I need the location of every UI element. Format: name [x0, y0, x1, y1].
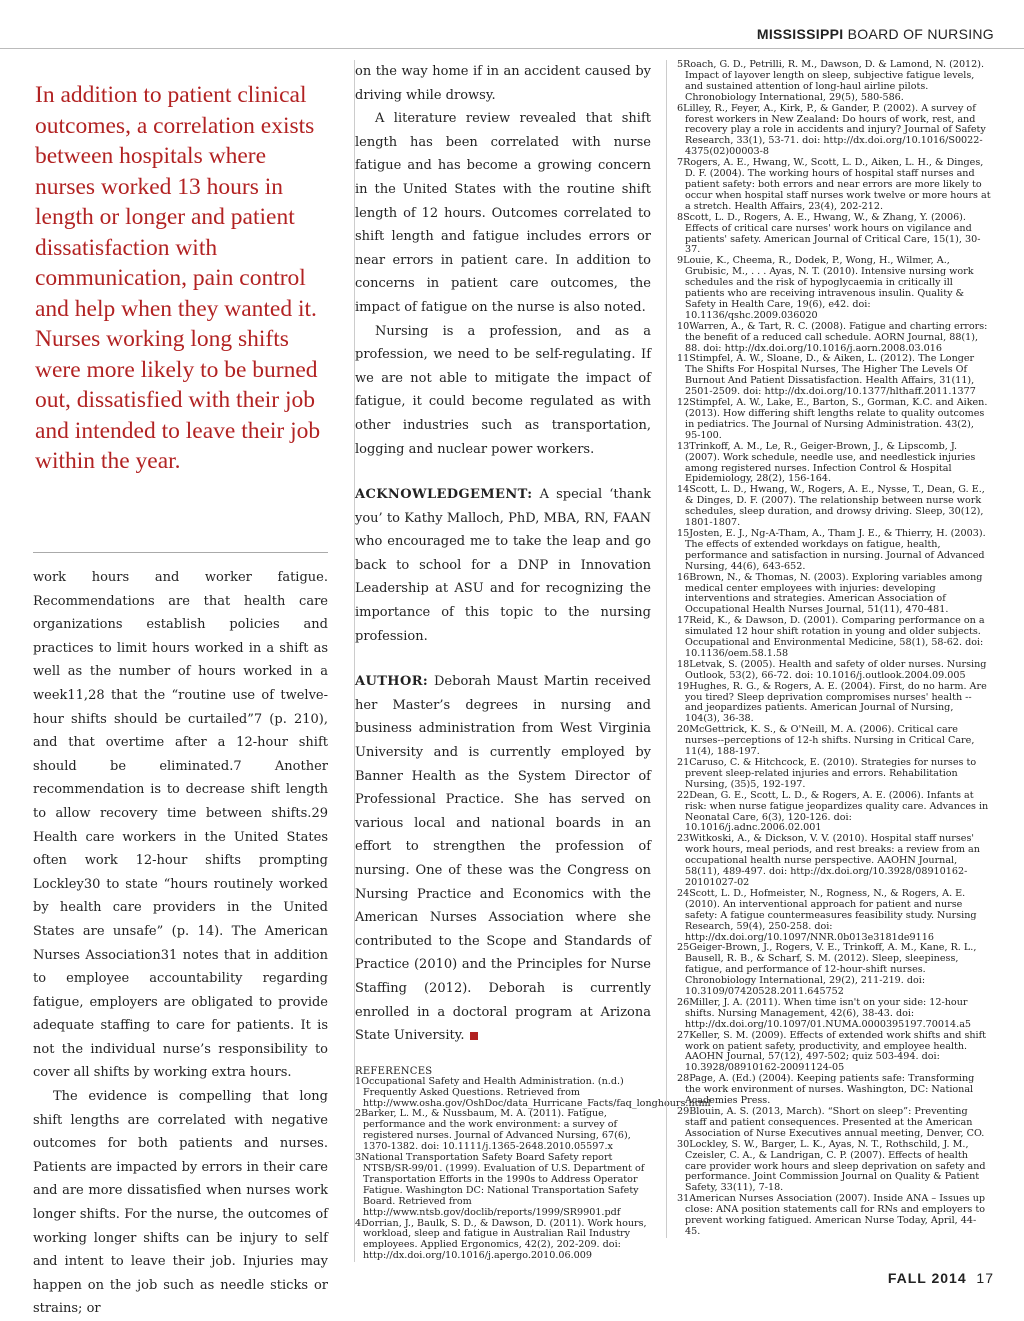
reference-item: 3National Transportation Safety Board Safety report NTSB/SR-99/01. (1999). Evaluation of U.S. Department of Transportation Efforts in the 1990s to Address Operator Fatigue. Washington DC: National Transportation Safety Board. Retrieved from http://www.ntsb.gov/doclib/reports/1999/SR9901.pdf — [355, 1152, 645, 1218]
reference-item: 10Warren, A., & Tart, R. C. (2008). Fatigue and charting errors: the benefit of a reduced call schedule. AORN Journal, 88(1), 88. doi: http://dx.doi.org/10.1016/j.aorn.2008.03.016 — [677, 320, 988, 354]
org-name-rest: BOARD OF NURSING — [847, 26, 994, 42]
reference-item: 13Trinkoff, A. M., Le, R., Geiger-Brown, J., & Lipscomb, J. (2007). Work schedule, needle use, and needlestick injuries among registered nurses. Infection Control & Hospital Epidemiology, 28(2), 156-164. — [677, 440, 976, 485]
reference-item: 7Rogers, A. E., Hwang, W., Scott, L. D., Aiken, L. H., & Dinges, D. F. (2004). The working hours of hospital staff nurses and patient safety: both errors and near errors are more likely to occur when hospital staff nurses work twelve or more hours at a stretch. Health Affairs, 23(4), 202-212. — [677, 157, 991, 212]
references-list-1 — [355, 1075, 711, 1262]
reference-item: 20McGettrick, K. S., & O'Neill, M. A. (2006). Critical care nurses--perceptions of 12-h shifts. Nursing in Critical Care, 11(4), 188-197. — [677, 724, 975, 758]
references-heading: REFERENCES — [355, 1065, 433, 1077]
pull-quote-divider — [33, 552, 328, 553]
page-header — [0, 0, 1024, 49]
reference-item: 5Roach, G. D., Petrilli, R. M., Dawson, D. & Lamond, N. (2012). Impact of layover length on sleep, subjective fatigue levels, and sustained attention of long-haul airline pilots. Chronobiology International, 29(5), 580-586. — [677, 59, 985, 103]
reference-item: 30Lockley, S. W., Barger, L. K., Ayas, N. T., Rothschild, J. M., Czeisler, C. A., & Landrigan, C. P. (2007). Effects of health care provider work hours and sleep deprivation on safety and performance. Joint Commission Journal on Quality & Patient Safety, 33(11), 7-18. — [677, 1138, 986, 1194]
reference-item: 28Page, A. (Ed.) (2004). Keeping patients safe: Transforming the work environment of nurses. Washington, DC: National Academies Press. — [677, 1073, 975, 1107]
col2-paragraph-2: A literature review revealed that shift length has been correlated with nurse fatigue and has become a growing concern in the United States with the routine shift length of 12 hours. Outcomes correlated to shift length and fatigue includes errors or near errors in patient care. In addition to concerns in patient care outcomes, the impact of fatigue on the nurse is also noted. — [355, 111, 651, 315]
reference-item: 11Stimpfel, A. W., Sloane, D., & Aiken, L. (2012). The Longer The Shifts For Hospital Nurses, The Higher The Levels Of Burnout And Patient Dissatisfaction. Health Affairs, 31(11), 2501-2509. doi: http://dx.doi.org/10.1377/hlthaff.2011.1377 — [677, 353, 976, 398]
column-3 — [666, 60, 991, 1238]
issue-label: FALL 2014 — [887, 1270, 967, 1286]
reference-item: 27Keller, S. M. (2009). Effects of extended work shifts and shift work on patient safety, productivity, and employee health. AAOHN Journal, 57(12), 497-502; quiz 503-494. doi: 10.3928/08910162-20091124-05 — [677, 1029, 987, 1074]
org-name-bold: MISSISSIPPI — [756, 26, 844, 42]
reference-item: 2Barker, L. M., & Nussbaum, M. A. (2011). Fatigue, performance and the work environment: a survey of registered nurses. Journal of Advanced Nursing, 67(6), 1370-1382. doi: 10.1111/j.1365-2648.2010.05597.x — [355, 1108, 631, 1153]
acknowledgement-body: A special ‘thank you’ to Kathy Malloch, PhD, MBA, RN, FAAN who encouraged me to take the leap and go back to school for a DNP in Innovation Leadership at ASU and for recognizing the importance of this topic to the nursing profession. — [355, 487, 651, 644]
reference-item: 19Hughes, R. G., & Rogers, A. E. (2004). First, do no harm. Are you tired? Sleep deprivation compromises nurses' health -- and jeopardizes patients. American Journal of Nursing, 104(3), 36-38. — [677, 680, 987, 725]
reference-item: 26Miller, J. A. (2011). When time isn't on your side: 12-hour shifts. Nursing Management, 42(6), 38-43. doi: http://dx.doi.org/10.1097/01.NUMA.0000395197.70014.a5 — [677, 996, 972, 1030]
column-2 — [354, 60, 711, 1262]
acknowledgement-heading: ACKNOWLEDGEMENT: — [355, 487, 533, 503]
pull-quote: In addition to patient clinical outcomes, a correlation exists between hospitals where nurses worked 13 hours in length or longer and patient dissatisfaction with communication, pain control and help when they wanted it. Nurses working long shifts were more likely to be burned out, dissatisfied with their job and intended to leave their job within the year. — [35, 82, 321, 474]
reference-item: 14Scott, L. D., Hwang, W., Rogers, A. E., Nysse, T., Dean, G. E., & Dinges, D. F. (2007). The relationship between nurse work schedules, sleep duration, and drowsy driving. Sleep, 30(12), 1801-1807. — [677, 484, 985, 529]
end-mark-icon — [470, 1032, 478, 1040]
col2-paragraph-3: Nursing is a profession, and as a profession, we need to be self-regulating. If we are not able to mitigate the impact of fatigue, it could become regulated as with other industries such as transportation, logging and nuclear power workers. — [355, 323, 651, 457]
column-1-body — [33, 566, 328, 1321]
author-body: Deborah Maust Martin received her Master’s degrees in nursing and business administration from West Virginia University and is currently employed by Banner Health as the System Director of Professional Practice. She has served on various local and national boards in an effort to strengthen the profession of nursing. One of these was the Congress on Nursing Practice and Economics with the American Nurses Association where she contributed to the Scope and Standards of Practice (2010) and the Principles for Nurse Staffing (2012). Deborah is currently enrolled in a doctoral program at Arizona State University. — [355, 674, 651, 1044]
reference-item: 4Dorrian, J., Baulk, S. D., & Dawson, D. (2011). Work hours, workload, sleep and fatigue in Australian Rail Industry employees. Applied Ergonomics, 42(2), 202-209. doi: http://dx.doi.org/10.1016/j.apergo.2010.06.009 — [355, 1217, 647, 1262]
reference-item: 9Louie, K., Cheema, R., Dodek, P., Wong, H., Wilmer, A., Grubisic, M., . . . Ayas, N. T. (2010). Intensive nursing work schedules and the risk of hypoglycaemia in critically ill patients who are receiving intravenous insulin. Quality & Safety in Health Care, 19(6), e42. doi: 10.1136/qshc.2009.036020 — [677, 255, 974, 321]
column-1 — [33, 60, 328, 477]
author-bio — [355, 670, 651, 1048]
col1-paragraph-1: work hours and worker fatigue. Recommendations are that health care organizations establish policies and practices to limit hours worked in a shift as well as the number of hours worked in a week11,28 that the “routine use of twelve-hour shifts should be curtailed”7 (p. 210), and that overtime after a 12-hour shift should be eliminated.7 Another recommendation is to decrease shift length to allow recovery time between shifts.29 Health care workers in the United States often work 12-hour shifts prompting Lockley30 to state “hours routinely worked by health care providers in the United States are unsafe” (p. 14). The American Nurses Association31 notes that in addition to employee accountability regarding fatigue, employers are obligated to provide adequate staffing to care for patients. It is not the individual nurse’s responsibility to cover all shifts by working extra hours. — [33, 570, 328, 1081]
col2-paragraph-1: on the way home if in an accident caused by driving while drowsy. — [355, 64, 651, 103]
reference-item: 29Blouin, A. S. (2013, March). “Short on sleep”: Preventing staff and patient consequences. Presented at the American Association of Nurse Executives annual meeting, Denver, CO. — [677, 1106, 985, 1139]
publication-name — [757, 26, 994, 42]
col1-paragraph-2: The evidence is compelling that long shift lengths are correlated with negative outcomes for both patients and nurses. Patients are impacted by errors in their care and are more dissatisfied when nurses work longer shifts. For the nurse, the outcomes of working longer shifts can be injury to self and intent to leave their job. Injuries may happen on the job such as needle sticks or strains; or — [33, 1089, 328, 1317]
reference-item: 18Letvak, S. (2005). Health and safety of older nurses. Nursing Outlook, 53(2), 66-72. doi: 10.1016/j.outlook.2004.09.005 — [677, 658, 987, 681]
reference-item: 6Lilley, R., Feyer, A., Kirk, P., & Gander, P. (2002). A survey of forest workers in New Zealand: Do hours of work, rest, and recovery play a role in accidents and injury? Journal of Safety Research, 33(1), 53-71. doi: http://dx.doi.org/10.1016/S0022-4375(02)00003-8 — [677, 102, 986, 158]
page-number: 17 — [976, 1270, 994, 1286]
reference-item: 24Scott, L. D., Hofmeister, N., Rogness, N., & Rogers, A. E. (2010). An interventional approach for patient and nurse safety: A fatigue countermeasures feasibility study. Nursing Research, 59(4), 250-258. doi: http://dx.doi.org/10.1097/NNR.0b013e3181de9116 — [677, 887, 977, 943]
acknowledgement — [355, 483, 651, 648]
reference-item: 23Witkoski, A., & Dickson, V. V. (2010). Hospital staff nurses' work hours, meal periods, and rest breaks: a review from an occupational health nurse perspective. AAOHN Journal, 58(11), 489-497. doi: http://dx.doi.org/10.3928/08910162-20101027-02 — [677, 833, 980, 888]
reference-item: 8Scott, L. D., Rogers, A. E., Hwang, W., & Zhang, Y. (2006). Effects of critical care nurses' work hours on vigilance and patients' safety. American Journal of Critical Care, 15(1), 30-37. — [677, 211, 981, 256]
references-list-2 — [677, 60, 991, 1238]
author-heading: AUTHOR: — [355, 674, 429, 690]
reference-item: 17Reid, K., & Dawson, D. (2001). Comparing performance on a simulated 12 hour shift rotation in young and older subjects. Occupational and Environmental Medicine, 58(1), 58-62. doi: 10.1136/oem.58.1.58 — [677, 615, 985, 659]
reference-item: 12Stimpfel, A. W., Lake, E., Barton, S., Gorman, K.C. and Aiken. (2013). How differing shift lengths relate to quality outcomes in pediatrics. The Journal of Nursing Administration. 43(2), 95-100. — [677, 397, 988, 441]
reference-item: 31American Nurses Association (2007). Inside ANA – Issues up close: ANA position statements call for RNs and employers to prevent working fatigued. American Nurse Today, April, 44-45. — [677, 1193, 986, 1237]
page-footer — [888, 1270, 994, 1286]
reference-item: 25Geiger-Brown, J., Rogers, V. E., Trinkoff, A. M., Kane, R. L., Bausell, R. B., & Scharf, S. M. (2012). Sleep, sleepiness, fatigue, and performance of 12-hour-shift nurses. Chronobiology International, 29(2), 211-219. doi: 10.3109/07420528.2011.645752 — [677, 942, 977, 998]
reference-item: 15Josten, E. J., Ng-A-Tham, A., Tham J. E., & Thierry, H. (2003). The effects of extended workdays on fatigue, health, performance and satisfaction in nursing. Journal of Advanced Nursing, 44(6), 643-652. — [677, 527, 986, 572]
reference-item: 22Dean, G. E., Scott, L. D., & Rogers, A. E. (2006). Infants at risk: when nurse fatigue jeopardizes quality care. Advances in Neonatal Care, 6(3), 120-126. doi: 10.1016/j.adnc.2006.02.001 — [677, 789, 989, 834]
reference-item: 1Occupational Safety and Health Administration. (n.d.) Frequently Asked Questions. Retrieved from http://www.osha.gov/OshDoc/data_Hurricane_Facts/faq_longhours.html — [355, 1075, 711, 1109]
reference-item: 16Brown, N., & Thomas, N. (2003). Exploring variables among medical center employees with injuries: developing interventions and strategies. American Association of Occupational Health Nurses Journal, 51(11), 470-481. — [677, 571, 983, 616]
reference-item: 21Caruso, C. & Hitchcock, E. (2010). Strategies for nurses to prevent sleep-related injuries and errors. Rehabilitation Nursing, (35)5, 192-197. — [677, 757, 977, 790]
